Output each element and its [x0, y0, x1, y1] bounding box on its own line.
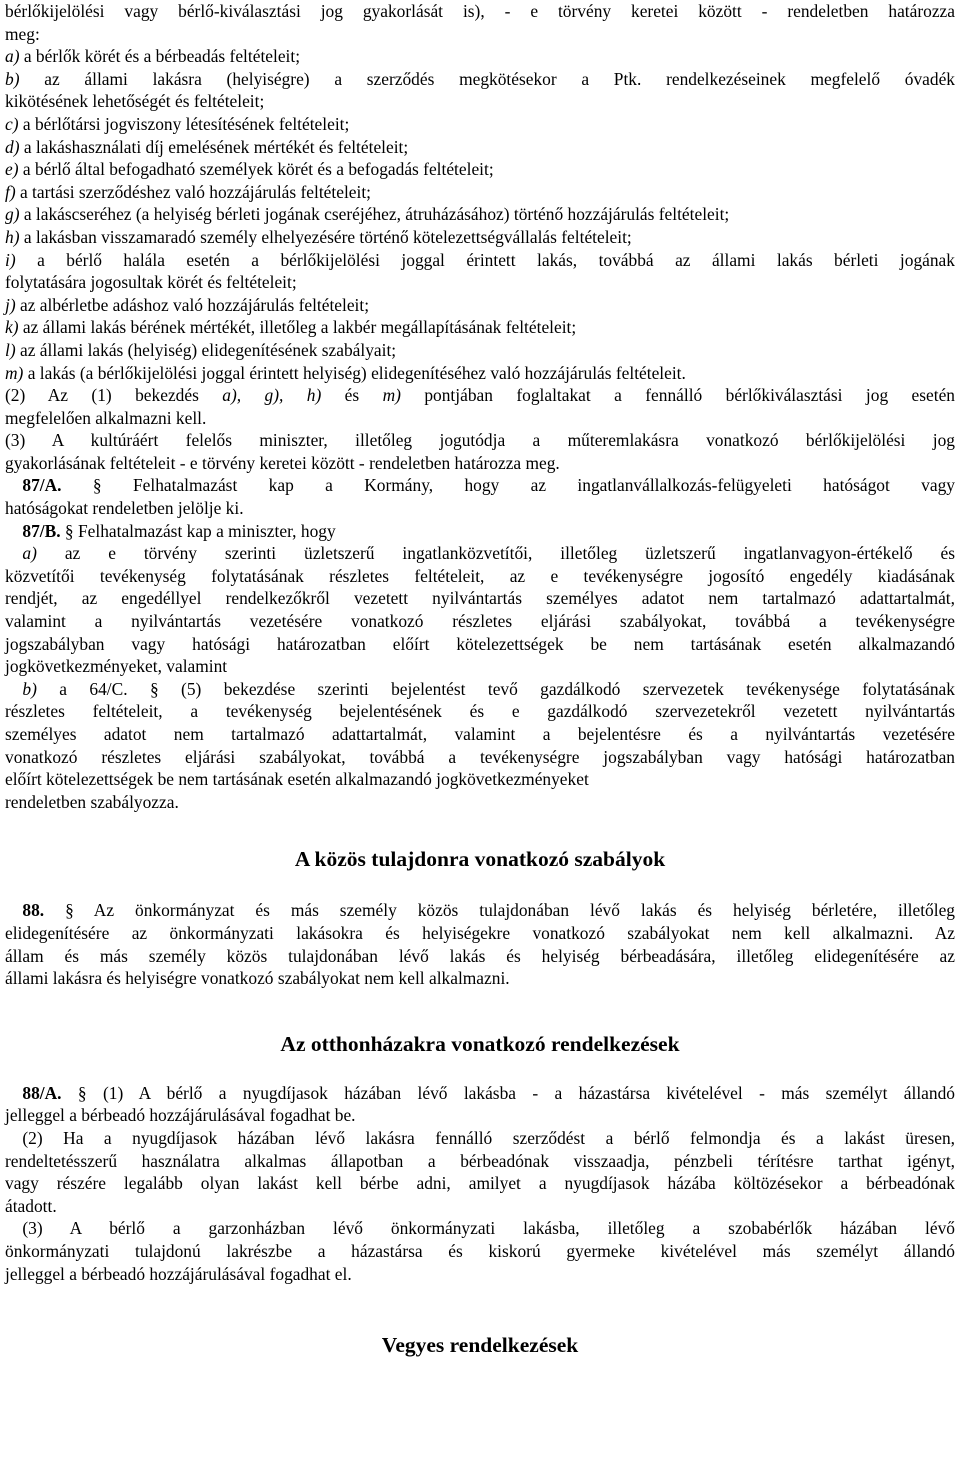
text-line: kikötésének lehetőségét és feltételeit;	[5, 91, 265, 112]
list-item-g: g) a lakáscseréhez (a helyiség bérleti jogának cseréjéhez, átruházásához) történő hozzájárulás feltételeit;	[5, 204, 730, 225]
list-item-l: l) az állami lakás (helyiség) elidegenítésének szabályait;	[5, 339, 397, 360]
text-line: folytatására jogosultak körét és feltételeit;	[5, 272, 297, 293]
section-heading: Az otthonházakra vonatkozó rendelkezések	[280, 1031, 680, 1056]
paragraph-2: (2) Az (1) bekezdés a), g), h) és m) pontjában foglaltakat a fennálló bérlőkiválasztási jog esetén	[5, 385, 955, 406]
section-87b: 87/B. § Felhatalmazást kap a miniszter, hogy	[22, 520, 336, 541]
document-page	[5, 0, 955, 1358]
list-item-k: k) az állami lakás bérének mértékét, illetőleg a lakbér megállapításának feltételeit;	[5, 317, 577, 338]
list-item-f: f) a tartási szerződéshez való hozzájárulás feltételeit;	[5, 181, 371, 202]
text-line: (3) A bérlő a garzonházban lévő önkormányzati lakásba, illetőleg a szobabérlők házában lévő	[22, 1218, 955, 1239]
text-line: elidegenítésére az önkormányzati lakásokra és helyiségekre vonatkozó szabályokat nem kell alkalmazni. Az	[5, 922, 955, 943]
list-item-b: b) a 64/C. § (5) bekezdése szerinti bejelentést tevő gazdálkodó szervezetek tevékenysége folytatásának	[22, 678, 955, 699]
section-sign-icon: §	[65, 900, 74, 921]
section-sign-icon: §	[149, 678, 159, 699]
text-line: állam és más személy közös tulajdonában lévő lakás és helyiség bérbeadására, illetőleg elidegenítésére az	[5, 945, 955, 966]
section-number: 88/A.	[22, 1082, 62, 1103]
text-line: részletes feltételeit, a tevékenység bejelentésének és e gazdálkodó szervezetekről vezetett nyilvántartás	[5, 701, 955, 722]
section-heading: A közös tulajdonra vonatkozó szabályok	[294, 847, 666, 872]
list-item-m: m) a lakás (a bérlőkijelölési joggal érintett helyiség) elidegenítéséhez való hozzájárulás feltételeit.	[5, 362, 686, 383]
text-line: hatóságokat rendeletben jelölje ki.	[5, 498, 244, 519]
text-line: meg:	[5, 23, 40, 44]
section-88: 88. § Az önkormányzat és más személy közös tulajdonában lévő lakás és helyiség bérletére, illetőleg	[22, 900, 955, 921]
list-item-d: d) a lakáshasználati díj emelésének mértékét és feltételeit;	[5, 136, 409, 157]
text-line: (2) Ha a nyugdíjasok házában lévő lakásra fennálló szerződést a bérlő felmondja és a lakást üresen,	[22, 1127, 955, 1148]
section-87a: 87/A. § Felhatalmazást kap a Kormány, hogy az ingatlanvállalkozás-felügyeleti hatóságot vagy	[22, 475, 955, 496]
list-item-i: i) a bérlő halála esetén a bérlőkijelölési joggal érintett lakás, továbbá az állami lakás bérleti jogának	[5, 249, 955, 270]
section-88a: 88/A. § (1) A bérlő a nyugdíjasok házában lévő lakásba - a házastársa kivételével - más személyt állandó	[22, 1082, 955, 1103]
text-line: személyes adatot nem tartalmazó adattartalmát, valamint a bejelentésre és a nyilvántartás vezetésére	[5, 724, 955, 744]
section-sign-icon: §	[92, 475, 102, 496]
text-line: jogszabályban vagy hatósági határozatban előírt kötelezettségek be nem tartásának esetén alkalmazandó	[5, 633, 955, 654]
text-line: bérlőkijelölési vagy bérlő-kiválasztási jog gyakorlását is), - e törvény keretei között - rendeletben határozza	[5, 1, 955, 21]
text-line: gyakorlásának feltételeit - e törvény keretei között - rendeletben határozza meg.	[5, 452, 560, 473]
text-line: megfelelően alkalmazni kell.	[5, 407, 207, 428]
list-item-j: j) az albérletbe adáshoz való hozzájárulás feltételeit;	[5, 294, 370, 315]
text-line: állami lakásra és helyiségre vonatkozó szabályokat nem kell alkalmazni.	[5, 968, 510, 989]
section-number: 88.	[22, 900, 45, 921]
list-item-b: b) az állami lakásra (helyiségre) a szerződés megkötésekor a Ptk. rendelkezéseinek megfelelő óvadék	[5, 68, 955, 89]
text-line: jelleggel a bérbeadó hozzájárulásával fogadhat el.	[5, 1263, 352, 1284]
section-number: 87/B.	[22, 520, 61, 541]
list-item-c: c) a bérlőtársi jogviszony létesítésének feltételeit;	[5, 113, 350, 134]
section-sign-icon: §	[77, 1082, 87, 1103]
list-item-e: e) a bérlő által befogadható személyek körét és a befogadás feltételeit;	[5, 159, 494, 180]
list-item-a: a) az e törvény szerinti üzletszerű ingatlanközvetítői, illetőleg üzletszerű ingatlanvagyon-értékelő és	[22, 543, 955, 564]
list-item-h: h) a lakásban visszamaradó személy elhelyezésére történő kötelezettségvállalás feltételeit;	[5, 226, 632, 247]
text-line: rendeletben szabályozza.	[5, 791, 179, 812]
text-line: rendeltetésszerű használatra alkalmas állapotban a bérbeadónak visszaadja, pénzbeli térítésre tarthat igényt,	[5, 1150, 955, 1171]
text-line: jogkövetkezményeket, valamint	[5, 656, 228, 677]
text-line: valamint a nyilvántartás vezetésére vonatkozó részletes eljárási szabályokat, továbbá a tevékenységre	[5, 611, 955, 632]
text-line: közvetítői tevékenység folytatásának részletes feltételeit, az e tevékenységre jogosító engedély kiadásának	[5, 565, 955, 586]
text-line: vagy részére legalább olyan lakást kell bérbe adni, amilyet a nyugdíjasok házába költözésekor a bérbeadónak	[5, 1173, 955, 1194]
text-line: rendjét, az engedéllyel rendelkezőkről vezetett nyilvántartás személyes adatot nem tartalmazó adattartalmát,	[5, 588, 955, 609]
text-line: önkormányzati tulajdonú lakrészbe a házastársa és kiskorú gyermeke kivételével más személyt állandó	[5, 1240, 955, 1261]
list-item-a: a) a bérlők körét és a bérbeadás feltételeit;	[5, 46, 301, 67]
section-number: 87/A.	[22, 475, 62, 496]
section-heading: Vegyes rendelkezések	[381, 1333, 579, 1358]
paragraph-3: (3) A kultúráért felelős miniszter, illetőleg jogutódja a műteremlakásra vonatkozó bérlőkijelölési jog	[5, 430, 955, 451]
text-line: jelleggel a bérbeadó hozzájárulásával fogadhat be.	[5, 1105, 356, 1126]
section-sign-icon: §	[64, 520, 74, 541]
text-line: vonatkozó részletes eljárási szabályokat, továbbá a tevékenységre jogszabályban vagy hatósági határozatban	[5, 746, 955, 767]
text-line: előírt kötelezettségek be nem tartásának esetén alkalmazandó jogkövetkezményeket	[5, 769, 589, 790]
text-line: átadott.	[5, 1195, 57, 1216]
